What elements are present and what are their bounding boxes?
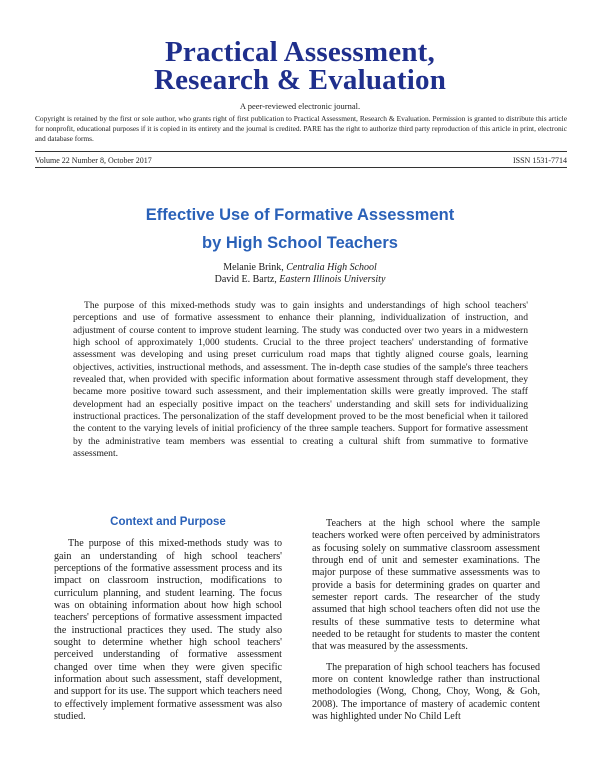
journal-tagline: A peer-reviewed electronic journal. <box>239 101 361 111</box>
body-column-right <box>312 518 540 732</box>
header-rule-top <box>35 151 567 152</box>
issn: ISSN 1531-7714 <box>512 156 567 165</box>
author-2 <box>0 274 600 286</box>
article-title-line-1: Effective Use of Formative Assessment <box>145 206 455 224</box>
author-affiliation: Centralia High School <box>286 262 377 273</box>
author-1 <box>0 262 600 274</box>
article-title-line-2: by High School Teachers <box>202 234 398 252</box>
journal-title-line-2: Research & Evaluation <box>153 64 447 96</box>
body-paragraph: Teachers at the high school where the sample teachers worked were often perceived by administrators as focusing solely on summative classroom assessment through end of unit and semester examinations. The major purpose of these summative assessments was to provide a basis for determining grades on quarter and semester report cards. The researcher of the study assumed that high school teachers often did not use the results of these summative tests to determine what needed to be retaught for students to master the content that was measured by the assessments. <box>312 518 540 653</box>
abstract-text: The purpose of this mixed-methods study was to gain insights and understandings of high school teachers' perceptions and use of formative assessment to enhance their planning, individualization of instruction, and adjustment of course content to improve student learning. The study was conducted over two years in a midwestern high school of approximately 1,000 students. Crucial to the three project teachers' understanding of formative assessment was developing and using preset curriculum road maps that tightly aligned course goals, learning objectives, activities, instructional methods, and assessment. The in-depth case studies of the sample's three teachers revealed that, when provided with specific information about formative assessment through staff development, they became more positive toward such assessment, and their implementation skills were greatly improved. The staff development had an especially positive impact on the teachers' understanding and skill sets for individualizing instructional practices. The personalization of the staff development proved to be the most beneficial when it tailored the content to the varying levels of initial proficiency of the three sample teachers. Support for formative assessment by the administrative team members was essential to creating a cultural shift from summative to formative assessment. <box>73 300 528 460</box>
body-paragraph: The purpose of this mixed-methods study was to gain an understanding of high school teachers' perceptions of the formative assessment process and its impact on classroom instruction, modifications to curriculum planning, and student learning. The focus was on obtaining information about how high school teachers' perceptions of formative assessment impacted the instructional practices they used. The study also sought to determine whether high school teachers' perceived understanding of formative assessment changed over time when they were given specific information about such assessment, staff development, and support for its use. The support which teachers need to effectively implement formative assessment was also studied. <box>54 538 282 723</box>
volume-info: Volume 22 Number 8, October 2017 <box>35 156 152 165</box>
author-list <box>0 262 600 286</box>
author-name: Melanie Brink, <box>223 262 284 273</box>
article-title <box>0 201 600 257</box>
journal-title-line-1: Practical Assessment, <box>165 36 435 68</box>
copyright-notice: Copyright is retained by the first or sole author, who grants right of first publication to Practical Assessment, Research & Evaluation. Permission is granted to distribute this article for nonprofit, educational purposes if it is copied in its entirety and the journal is credited. PARE has the right to authorize third party reproduction of this article in print, electronic and database forms. <box>35 114 567 143</box>
header-rule-bottom <box>35 167 567 168</box>
body-paragraph: The preparation of high school teachers has focused more on content knowledge rather than instructional methodologies (Wong, Chong, Choy, Wong, & Goh, 2008). The importance of mastery of academic content was highlighted under No Child Left <box>312 661 540 723</box>
body-column-left <box>54 516 282 732</box>
author-affiliation: Eastern Illinois University <box>279 274 386 285</box>
section-heading: Context and Purpose <box>110 516 226 528</box>
abstract <box>73 300 528 460</box>
author-name: David E. Bartz, <box>214 274 277 285</box>
journal-title <box>0 38 600 94</box>
